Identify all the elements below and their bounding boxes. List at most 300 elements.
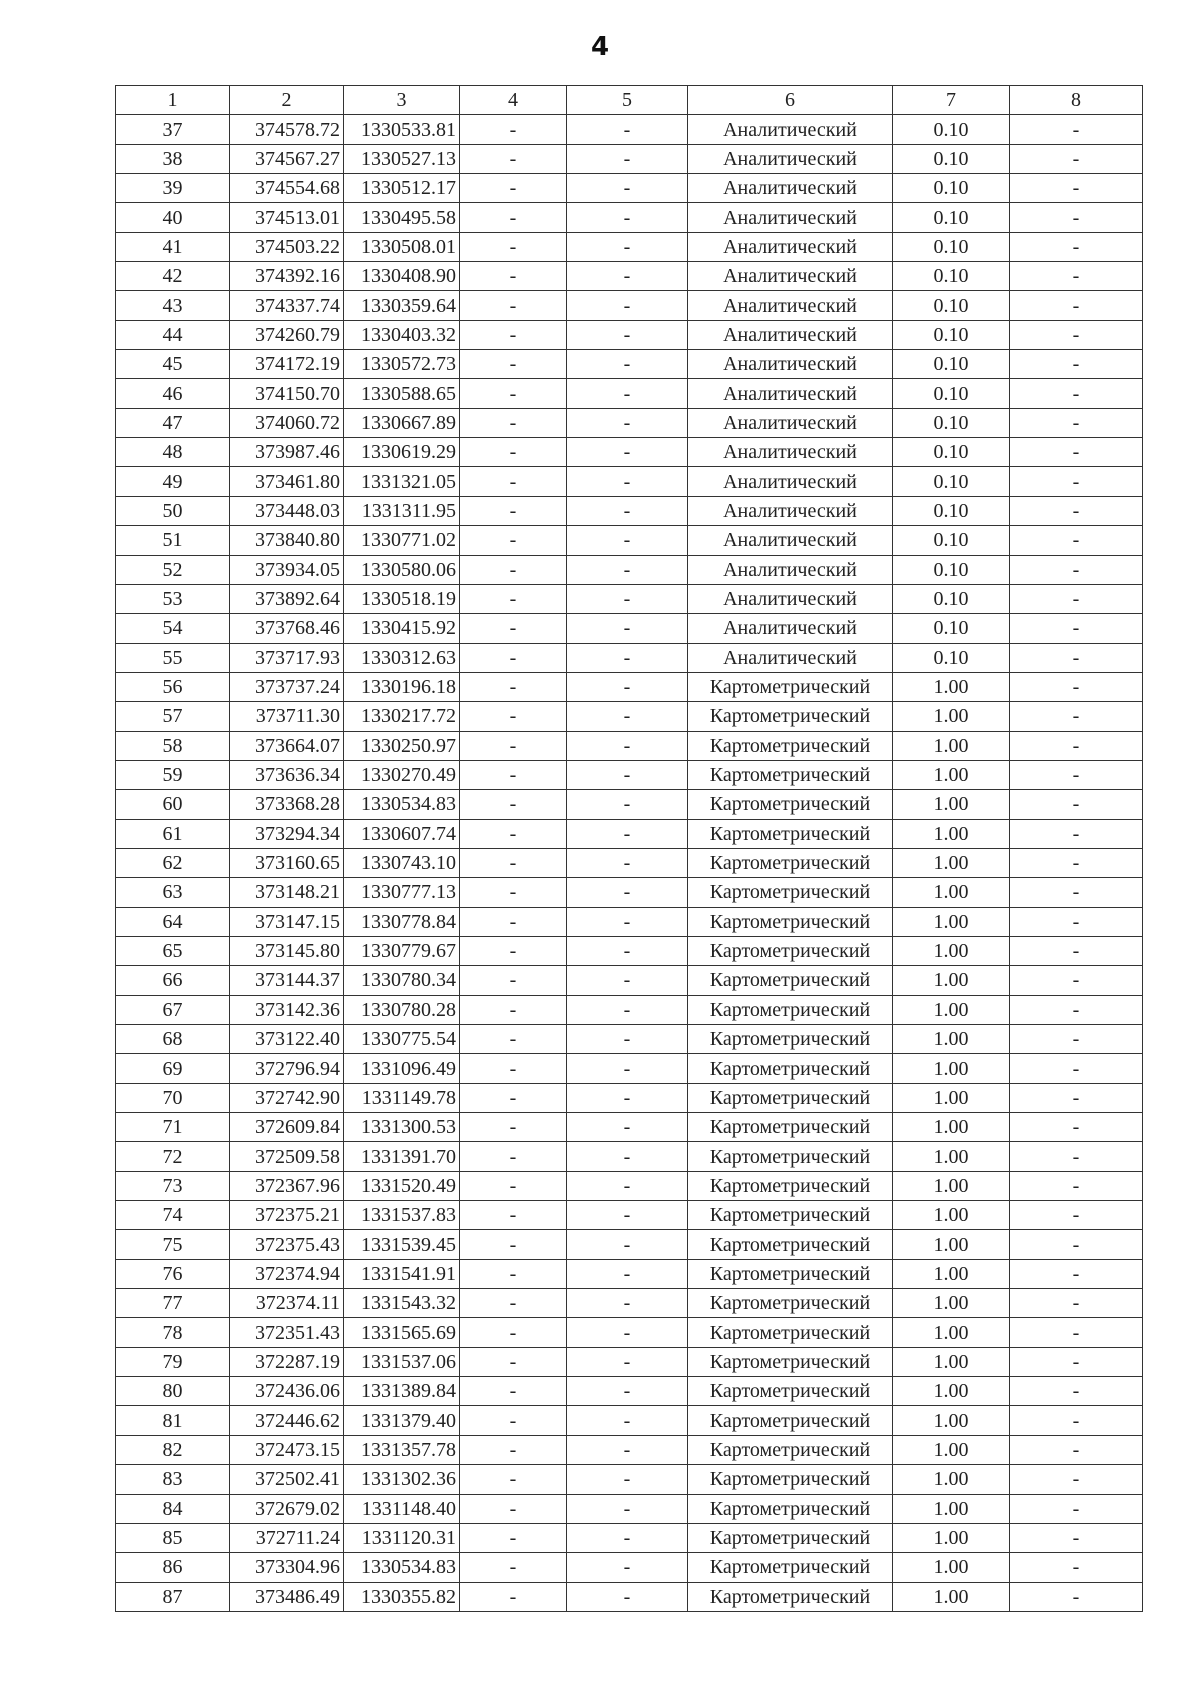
col8-cell: - xyxy=(1010,1289,1143,1318)
x-coordinate-cell: 372609.84 xyxy=(230,1113,344,1142)
point-number-cell: 49 xyxy=(116,467,230,496)
accuracy-cell: 1.00 xyxy=(893,819,1010,848)
col5-cell: - xyxy=(567,1494,688,1523)
col5-cell: - xyxy=(567,848,688,877)
table-row xyxy=(116,1025,1143,1054)
col4-cell: - xyxy=(460,467,567,496)
accuracy-cell: 1.00 xyxy=(893,936,1010,965)
y-coordinate-cell: 1330533.81 xyxy=(344,115,460,144)
point-number-cell: 63 xyxy=(116,878,230,907)
y-coordinate-cell: 1330777.13 xyxy=(344,878,460,907)
table-row xyxy=(116,144,1143,173)
x-coordinate-cell: 373664.07 xyxy=(230,731,344,760)
table-row xyxy=(116,1171,1143,1200)
point-number-cell: 47 xyxy=(116,408,230,437)
col5-cell: - xyxy=(567,731,688,760)
point-number-cell: 50 xyxy=(116,496,230,525)
x-coordinate-cell: 373368.28 xyxy=(230,790,344,819)
col8-cell: - xyxy=(1010,819,1143,848)
point-number-cell: 37 xyxy=(116,115,230,144)
accuracy-cell: 1.00 xyxy=(893,1377,1010,1406)
accuracy-cell: 1.00 xyxy=(893,1494,1010,1523)
x-coordinate-cell: 372742.90 xyxy=(230,1083,344,1112)
table-row xyxy=(116,614,1143,643)
y-coordinate-cell: 1331543.32 xyxy=(344,1289,460,1318)
x-coordinate-cell: 373147.15 xyxy=(230,907,344,936)
y-coordinate-cell: 1330518.19 xyxy=(344,584,460,613)
accuracy-cell: 1.00 xyxy=(893,731,1010,760)
table-row xyxy=(116,320,1143,349)
col4-cell: - xyxy=(460,203,567,232)
y-coordinate-cell: 1330771.02 xyxy=(344,526,460,555)
table-row xyxy=(116,555,1143,584)
col4-cell: - xyxy=(460,408,567,437)
x-coordinate-cell: 374503.22 xyxy=(230,232,344,261)
y-coordinate-cell: 1331311.95 xyxy=(344,496,460,525)
table-row xyxy=(116,672,1143,701)
page-number: 4 xyxy=(590,32,610,62)
table-row xyxy=(116,438,1143,467)
col8-cell: - xyxy=(1010,174,1143,203)
y-coordinate-cell: 1330572.73 xyxy=(344,350,460,379)
point-number-cell: 54 xyxy=(116,614,230,643)
y-coordinate-cell: 1330607.74 xyxy=(344,819,460,848)
x-coordinate-cell: 372446.62 xyxy=(230,1406,344,1435)
col5-cell: - xyxy=(567,379,688,408)
col5-cell: - xyxy=(567,1259,688,1288)
method-cell: Картометрический xyxy=(688,1025,893,1054)
col8-cell: - xyxy=(1010,350,1143,379)
y-coordinate-cell: 1330534.83 xyxy=(344,1553,460,1582)
col8-cell: - xyxy=(1010,1230,1143,1259)
col8-cell: - xyxy=(1010,1171,1143,1200)
col4-cell: - xyxy=(460,819,567,848)
point-number-cell: 53 xyxy=(116,584,230,613)
col8-cell: - xyxy=(1010,232,1143,261)
x-coordinate-cell: 374578.72 xyxy=(230,115,344,144)
point-number-cell: 81 xyxy=(116,1406,230,1435)
accuracy-cell: 1.00 xyxy=(893,907,1010,936)
column-header: 7 xyxy=(893,86,1010,115)
col5-cell: - xyxy=(567,819,688,848)
col8-cell: - xyxy=(1010,1347,1143,1376)
col5-cell: - xyxy=(567,1025,688,1054)
point-number-cell: 51 xyxy=(116,526,230,555)
x-coordinate-cell: 374337.74 xyxy=(230,291,344,320)
col4-cell: - xyxy=(460,1025,567,1054)
column-header: 2 xyxy=(230,86,344,115)
col4-cell: - xyxy=(460,496,567,525)
col4-cell: - xyxy=(460,1582,567,1611)
col8-cell: - xyxy=(1010,1465,1143,1494)
table-row xyxy=(116,848,1143,877)
col4-cell: - xyxy=(460,1494,567,1523)
col8-cell: - xyxy=(1010,379,1143,408)
col5-cell: - xyxy=(567,174,688,203)
y-coordinate-cell: 1330743.10 xyxy=(344,848,460,877)
col8-cell: - xyxy=(1010,144,1143,173)
point-number-cell: 42 xyxy=(116,262,230,291)
accuracy-cell: 1.00 xyxy=(893,1582,1010,1611)
accuracy-cell: 1.00 xyxy=(893,1230,1010,1259)
y-coordinate-cell: 1331565.69 xyxy=(344,1318,460,1347)
y-coordinate-cell: 1331379.40 xyxy=(344,1406,460,1435)
method-cell: Картометрический xyxy=(688,1377,893,1406)
method-cell: Картометрический xyxy=(688,1406,893,1435)
col5-cell: - xyxy=(567,1289,688,1318)
col8-cell: - xyxy=(1010,1201,1143,1230)
column-header: 4 xyxy=(460,86,567,115)
table-row xyxy=(116,1377,1143,1406)
x-coordinate-cell: 372711.24 xyxy=(230,1523,344,1552)
col8-cell: - xyxy=(1010,1406,1143,1435)
accuracy-cell: 1.00 xyxy=(893,1083,1010,1112)
point-number-cell: 69 xyxy=(116,1054,230,1083)
method-cell: Картометрический xyxy=(688,731,893,760)
accuracy-cell: 0.10 xyxy=(893,291,1010,320)
method-cell: Картометрический xyxy=(688,1435,893,1464)
y-coordinate-cell: 1331149.78 xyxy=(344,1083,460,1112)
col4-cell: - xyxy=(460,1377,567,1406)
col8-cell: - xyxy=(1010,1142,1143,1171)
col4-cell: - xyxy=(460,379,567,408)
col4-cell: - xyxy=(460,262,567,291)
point-number-cell: 72 xyxy=(116,1142,230,1171)
col4-cell: - xyxy=(460,1142,567,1171)
table-row xyxy=(116,1435,1143,1464)
method-cell: Картометрический xyxy=(688,1083,893,1112)
table-row xyxy=(116,790,1143,819)
accuracy-cell: 1.00 xyxy=(893,848,1010,877)
method-cell: Аналитический xyxy=(688,379,893,408)
point-number-cell: 60 xyxy=(116,790,230,819)
table-row xyxy=(116,1582,1143,1611)
col4-cell: - xyxy=(460,144,567,173)
x-coordinate-cell: 373148.21 xyxy=(230,878,344,907)
method-cell: Картометрический xyxy=(688,672,893,701)
col8-cell: - xyxy=(1010,643,1143,672)
y-coordinate-cell: 1330217.72 xyxy=(344,702,460,731)
accuracy-cell: 0.10 xyxy=(893,438,1010,467)
col4-cell: - xyxy=(460,526,567,555)
method-cell: Аналитический xyxy=(688,350,893,379)
x-coordinate-cell: 373160.65 xyxy=(230,848,344,877)
method-cell: Картометрический xyxy=(688,878,893,907)
method-cell: Аналитический xyxy=(688,203,893,232)
point-number-cell: 87 xyxy=(116,1582,230,1611)
method-cell: Картометрический xyxy=(688,760,893,789)
point-number-cell: 79 xyxy=(116,1347,230,1376)
method-cell: Картометрический xyxy=(688,1289,893,1318)
y-coordinate-cell: 1331120.31 xyxy=(344,1523,460,1552)
y-coordinate-cell: 1330355.82 xyxy=(344,1582,460,1611)
method-cell: Картометрический xyxy=(688,1259,893,1288)
accuracy-cell: 0.10 xyxy=(893,496,1010,525)
col5-cell: - xyxy=(567,496,688,525)
col8-cell: - xyxy=(1010,936,1143,965)
y-coordinate-cell: 1330495.58 xyxy=(344,203,460,232)
table-row xyxy=(116,1347,1143,1376)
accuracy-cell: 1.00 xyxy=(893,1406,1010,1435)
table-row xyxy=(116,174,1143,203)
y-coordinate-cell: 1330196.18 xyxy=(344,672,460,701)
table-row xyxy=(116,262,1143,291)
col5-cell: - xyxy=(567,1523,688,1552)
col5-cell: - xyxy=(567,584,688,613)
table-row xyxy=(116,1494,1143,1523)
x-coordinate-cell: 374554.68 xyxy=(230,174,344,203)
y-coordinate-cell: 1330534.83 xyxy=(344,790,460,819)
col8-cell: - xyxy=(1010,848,1143,877)
col4-cell: - xyxy=(460,1201,567,1230)
col4-cell: - xyxy=(460,672,567,701)
col4-cell: - xyxy=(460,702,567,731)
y-coordinate-cell: 1331541.91 xyxy=(344,1259,460,1288)
column-header: 5 xyxy=(567,86,688,115)
col8-cell: - xyxy=(1010,408,1143,437)
col5-cell: - xyxy=(567,1347,688,1376)
col5-cell: - xyxy=(567,966,688,995)
accuracy-cell: 1.00 xyxy=(893,1259,1010,1288)
point-number-cell: 52 xyxy=(116,555,230,584)
column-header: 6 xyxy=(688,86,893,115)
method-cell: Картометрический xyxy=(688,1553,893,1582)
accuracy-cell: 0.10 xyxy=(893,643,1010,672)
x-coordinate-cell: 373145.80 xyxy=(230,936,344,965)
table-row xyxy=(116,526,1143,555)
col4-cell: - xyxy=(460,1465,567,1494)
method-cell: Картометрический xyxy=(688,790,893,819)
col5-cell: - xyxy=(567,291,688,320)
point-number-cell: 57 xyxy=(116,702,230,731)
point-number-cell: 66 xyxy=(116,966,230,995)
x-coordinate-cell: 372287.19 xyxy=(230,1347,344,1376)
col4-cell: - xyxy=(460,1318,567,1347)
y-coordinate-cell: 1330527.13 xyxy=(344,144,460,173)
x-coordinate-cell: 373737.24 xyxy=(230,672,344,701)
accuracy-cell: 0.10 xyxy=(893,174,1010,203)
accuracy-cell: 1.00 xyxy=(893,995,1010,1024)
table-row xyxy=(116,966,1143,995)
x-coordinate-cell: 372367.96 xyxy=(230,1171,344,1200)
y-coordinate-cell: 1330580.06 xyxy=(344,555,460,584)
table-row xyxy=(116,232,1143,261)
col5-cell: - xyxy=(567,144,688,173)
method-cell: Картометрический xyxy=(688,1582,893,1611)
col8-cell: - xyxy=(1010,731,1143,760)
point-number-cell: 70 xyxy=(116,1083,230,1112)
point-number-cell: 59 xyxy=(116,760,230,789)
col5-cell: - xyxy=(567,614,688,643)
x-coordinate-cell: 373304.96 xyxy=(230,1553,344,1582)
table-row xyxy=(116,496,1143,525)
accuracy-cell: 1.00 xyxy=(893,1142,1010,1171)
y-coordinate-cell: 1331300.53 xyxy=(344,1113,460,1142)
point-number-cell: 84 xyxy=(116,1494,230,1523)
table-row xyxy=(116,995,1143,1024)
method-cell: Картометрический xyxy=(688,1347,893,1376)
y-coordinate-cell: 1330778.84 xyxy=(344,907,460,936)
x-coordinate-cell: 372796.94 xyxy=(230,1054,344,1083)
point-number-cell: 75 xyxy=(116,1230,230,1259)
col4-cell: - xyxy=(460,1347,567,1376)
x-coordinate-cell: 372375.21 xyxy=(230,1201,344,1230)
col8-cell: - xyxy=(1010,790,1143,819)
col5-cell: - xyxy=(567,1582,688,1611)
y-coordinate-cell: 1330270.49 xyxy=(344,760,460,789)
method-cell: Картометрический xyxy=(688,702,893,731)
accuracy-cell: 0.10 xyxy=(893,320,1010,349)
point-number-cell: 39 xyxy=(116,174,230,203)
accuracy-cell: 0.10 xyxy=(893,408,1010,437)
method-cell: Аналитический xyxy=(688,614,893,643)
col8-cell: - xyxy=(1010,203,1143,232)
x-coordinate-cell: 373144.37 xyxy=(230,966,344,995)
x-coordinate-cell: 373636.34 xyxy=(230,760,344,789)
table-row xyxy=(116,350,1143,379)
col8-cell: - xyxy=(1010,262,1143,291)
table-row xyxy=(116,1201,1143,1230)
method-cell: Аналитический xyxy=(688,291,893,320)
col4-cell: - xyxy=(460,848,567,877)
accuracy-cell: 1.00 xyxy=(893,1523,1010,1552)
point-number-cell: 82 xyxy=(116,1435,230,1464)
col5-cell: - xyxy=(567,526,688,555)
point-number-cell: 67 xyxy=(116,995,230,1024)
accuracy-cell: 0.10 xyxy=(893,115,1010,144)
col4-cell: - xyxy=(460,584,567,613)
col5-cell: - xyxy=(567,643,688,672)
col5-cell: - xyxy=(567,995,688,1024)
y-coordinate-cell: 1331389.84 xyxy=(344,1377,460,1406)
table-row xyxy=(116,1054,1143,1083)
col4-cell: - xyxy=(460,907,567,936)
col4-cell: - xyxy=(460,966,567,995)
accuracy-cell: 1.00 xyxy=(893,1553,1010,1582)
col5-cell: - xyxy=(567,760,688,789)
col5-cell: - xyxy=(567,1083,688,1112)
method-cell: Картометрический xyxy=(688,1230,893,1259)
point-number-cell: 48 xyxy=(116,438,230,467)
y-coordinate-cell: 1330775.54 xyxy=(344,1025,460,1054)
point-number-cell: 55 xyxy=(116,643,230,672)
col4-cell: - xyxy=(460,1171,567,1200)
col4-cell: - xyxy=(460,790,567,819)
point-number-cell: 74 xyxy=(116,1201,230,1230)
col8-cell: - xyxy=(1010,1025,1143,1054)
point-number-cell: 45 xyxy=(116,350,230,379)
col4-cell: - xyxy=(460,936,567,965)
point-number-cell: 64 xyxy=(116,907,230,936)
column-header: 1 xyxy=(116,86,230,115)
table-row xyxy=(116,643,1143,672)
x-coordinate-cell: 373840.80 xyxy=(230,526,344,555)
accuracy-cell: 0.10 xyxy=(893,614,1010,643)
point-number-cell: 56 xyxy=(116,672,230,701)
col5-cell: - xyxy=(567,320,688,349)
col4-cell: - xyxy=(460,320,567,349)
x-coordinate-cell: 372473.15 xyxy=(230,1435,344,1464)
col4-cell: - xyxy=(460,995,567,1024)
x-coordinate-cell: 372509.58 xyxy=(230,1142,344,1171)
col8-cell: - xyxy=(1010,1523,1143,1552)
y-coordinate-cell: 1330403.32 xyxy=(344,320,460,349)
col8-cell: - xyxy=(1010,1083,1143,1112)
point-number-cell: 80 xyxy=(116,1377,230,1406)
x-coordinate-cell: 374172.19 xyxy=(230,350,344,379)
col4-cell: - xyxy=(460,614,567,643)
x-coordinate-cell: 373711.30 xyxy=(230,702,344,731)
method-cell: Картометрический xyxy=(688,936,893,965)
y-coordinate-cell: 1330312.63 xyxy=(344,643,460,672)
table-body xyxy=(116,115,1143,1612)
table-header-row xyxy=(116,86,1143,115)
col4-cell: - xyxy=(460,555,567,584)
table-row xyxy=(116,1318,1143,1347)
col8-cell: - xyxy=(1010,1494,1143,1523)
col8-cell: - xyxy=(1010,1377,1143,1406)
col5-cell: - xyxy=(567,1171,688,1200)
col5-cell: - xyxy=(567,1054,688,1083)
y-coordinate-cell: 1330508.01 xyxy=(344,232,460,261)
table-row xyxy=(116,936,1143,965)
table-row xyxy=(116,203,1143,232)
x-coordinate-cell: 373122.40 xyxy=(230,1025,344,1054)
table-row xyxy=(116,379,1143,408)
accuracy-cell: 1.00 xyxy=(893,1201,1010,1230)
table-row xyxy=(116,1553,1143,1582)
col5-cell: - xyxy=(567,408,688,437)
accuracy-cell: 1.00 xyxy=(893,1318,1010,1347)
point-number-cell: 68 xyxy=(116,1025,230,1054)
y-coordinate-cell: 1331302.36 xyxy=(344,1465,460,1494)
method-cell: Аналитический xyxy=(688,438,893,467)
x-coordinate-cell: 372374.11 xyxy=(230,1289,344,1318)
accuracy-cell: 0.10 xyxy=(893,379,1010,408)
accuracy-cell: 1.00 xyxy=(893,1113,1010,1142)
accuracy-cell: 1.00 xyxy=(893,790,1010,819)
col5-cell: - xyxy=(567,702,688,731)
col8-cell: - xyxy=(1010,966,1143,995)
point-number-cell: 58 xyxy=(116,731,230,760)
method-cell: Аналитический xyxy=(688,467,893,496)
point-number-cell: 71 xyxy=(116,1113,230,1142)
y-coordinate-cell: 1331537.06 xyxy=(344,1347,460,1376)
col4-cell: - xyxy=(460,1289,567,1318)
col8-cell: - xyxy=(1010,907,1143,936)
col4-cell: - xyxy=(460,232,567,261)
x-coordinate-cell: 374513.01 xyxy=(230,203,344,232)
col8-cell: - xyxy=(1010,614,1143,643)
column-header: 3 xyxy=(344,86,460,115)
accuracy-cell: 0.10 xyxy=(893,467,1010,496)
col8-cell: - xyxy=(1010,760,1143,789)
accuracy-cell: 1.00 xyxy=(893,966,1010,995)
col5-cell: - xyxy=(567,555,688,584)
col4-cell: - xyxy=(460,1083,567,1112)
col8-cell: - xyxy=(1010,291,1143,320)
method-cell: Аналитический xyxy=(688,584,893,613)
table-row xyxy=(116,408,1143,437)
x-coordinate-cell: 373461.80 xyxy=(230,467,344,496)
y-coordinate-cell: 1330667.89 xyxy=(344,408,460,437)
table-row xyxy=(116,878,1143,907)
col4-cell: - xyxy=(460,115,567,144)
accuracy-cell: 1.00 xyxy=(893,1289,1010,1318)
col8-cell: - xyxy=(1010,1113,1143,1142)
y-coordinate-cell: 1331539.45 xyxy=(344,1230,460,1259)
y-coordinate-cell: 1330408.90 xyxy=(344,262,460,291)
